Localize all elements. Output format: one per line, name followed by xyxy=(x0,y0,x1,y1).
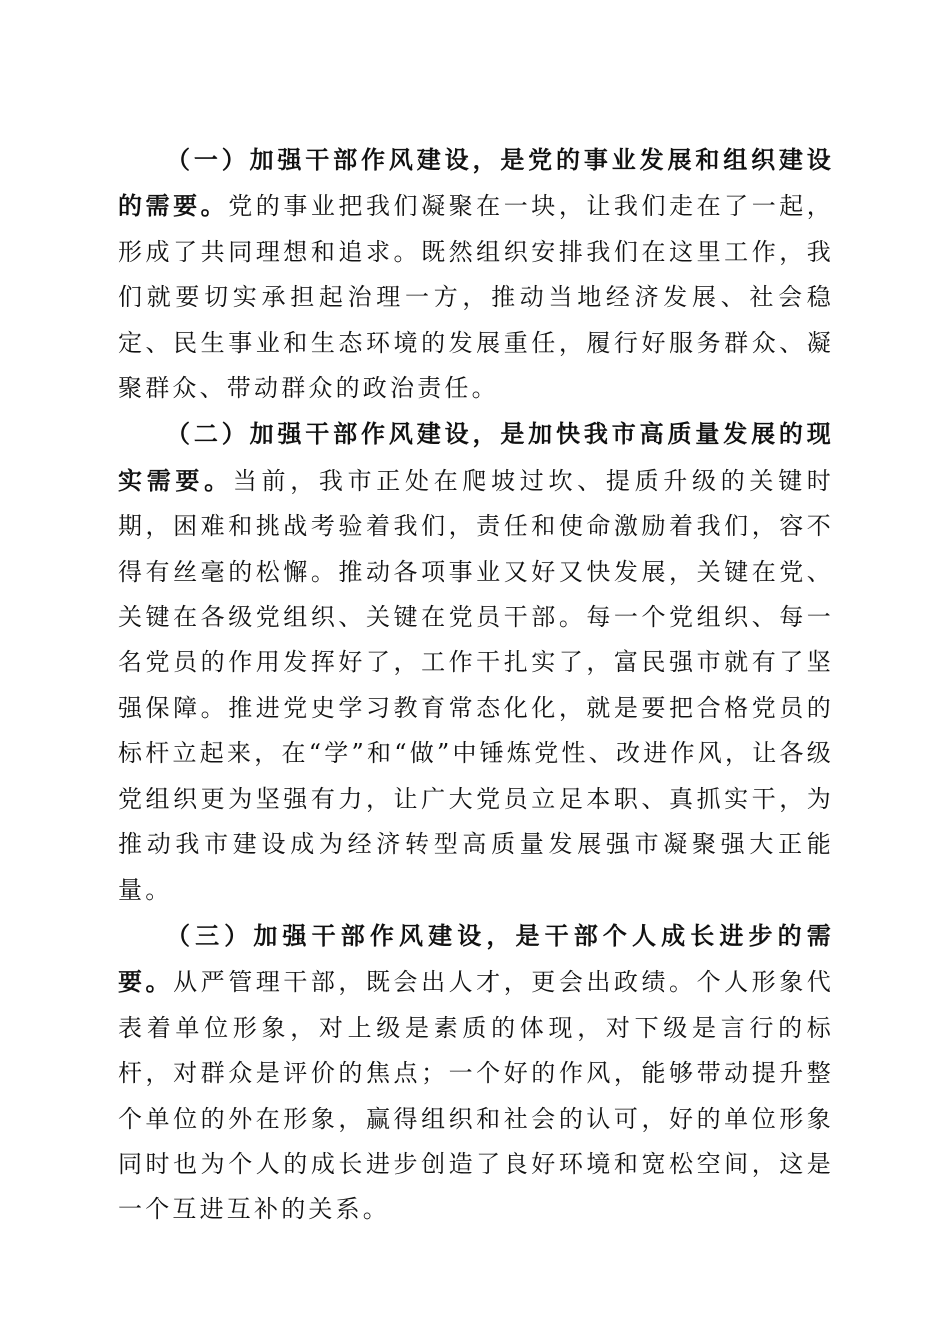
paragraph-3-heading: （三）加强干部作风建设，是干部个人成长进步的需要。 xyxy=(118,920,834,997)
paragraph-1-heading: （一）加强干部作风建设，是党的事业发展和组织建设的需要。 xyxy=(118,145,834,221)
paragraph-2 xyxy=(118,411,834,912)
paragraph-1-text: 党的事业把我们凝聚在一块，让我们走在了一起，形成了共同理想和追求。既然组织安排我们在这里工作，我们就要切实承担起治理一方，推动当地经济发展、社会稳定、民生事业和生态环境的发展重任，履行好服务群众、凝聚群众、带动群众的政治责任。 xyxy=(118,192,834,403)
document-body xyxy=(118,137,834,1233)
paragraph-1 xyxy=(118,137,834,411)
paragraph-3 xyxy=(118,913,834,1233)
paragraph-2-text: 当前，我市正处在爬坡过坎、提质升级的关键时期，困难和挑战考验着我们，责任和使命激励着我们，容不得有丝毫的松懈。推动各项事业又好又快发展，关键在党、关键在各级党组织、关键在党员干部。每一个党组织、每一名党员的作用发挥好了，工作干扎实了，富民强市就有了坚强保障。推进党史学习教育常态化化，就是要把合格党员的标杆立起来，在“学”和“做”中锤炼党性、改进作风，让各级党组织更为坚强有力，让广大党员立足本职、真抓实干，为推动我市建设成为经济转型高质量发展强市凝聚强大正能量。 xyxy=(118,466,834,904)
paragraph-3-text: 从严管理干部，既会出人才，更会出政绩。个人形象代表着单位形象，对上级是素质的体现，对下级是言行的标杆，对群众是评价的焦点；一个好的作风，能够带动提升整个单位的外在形象，赢得组织和社会的认可，好的单位形象同时也为个人的成长进步创造了良好环境和宽松空间，这是一个互进互补的关系。 xyxy=(118,968,834,1224)
paragraph-2-heading: （二）加强干部作风建设，是加快我市高质量发展的现实需要。 xyxy=(118,419,834,495)
